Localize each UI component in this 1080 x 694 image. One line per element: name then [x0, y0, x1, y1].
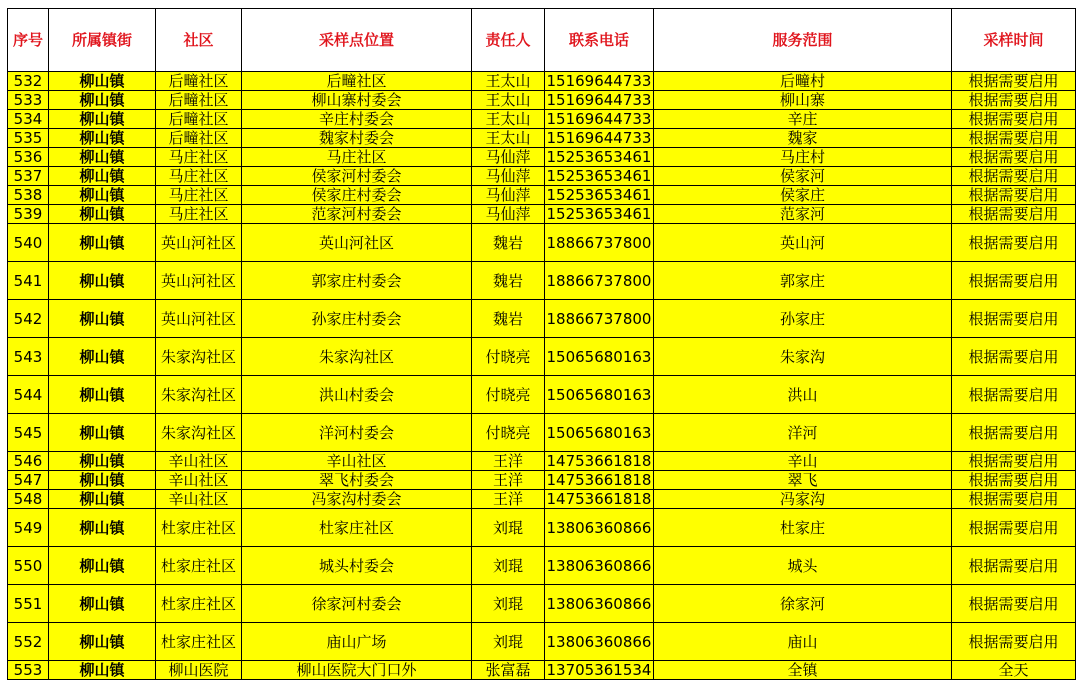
cell-phone: 13806360866 [545, 509, 654, 547]
header-row [8, 9, 1076, 72]
cell-community: 辛山社区 [156, 471, 242, 490]
cell-phone: 15169644733 [545, 91, 654, 110]
cell-person: 马仙萍 [472, 205, 545, 224]
cell-range: 侯家河 [654, 167, 952, 186]
cell-community: 马庄社区 [156, 167, 242, 186]
cell-site: 辛庄村委会 [242, 110, 472, 129]
cell-range: 柳山寨 [654, 91, 952, 110]
cell-seq: 539 [8, 205, 49, 224]
cell-time: 根据需要启用 [952, 186, 1076, 205]
cell-town: 柳山镇 [49, 91, 156, 110]
cell-seq: 533 [8, 91, 49, 110]
header-seq: 序号 [8, 9, 49, 72]
cell-person: 魏岩 [472, 262, 545, 300]
cell-phone: 18866737800 [545, 224, 654, 262]
cell-range: 全镇 [654, 661, 952, 680]
table-body [8, 72, 1076, 680]
cell-time: 根据需要启用 [952, 110, 1076, 129]
cell-seq: 547 [8, 471, 49, 490]
sampling-sites-table [7, 8, 1076, 680]
cell-town: 柳山镇 [49, 376, 156, 414]
cell-range: 孙家庄 [654, 300, 952, 338]
cell-person: 王太山 [472, 72, 545, 91]
cell-town: 柳山镇 [49, 452, 156, 471]
header-community: 社区 [156, 9, 242, 72]
cell-range: 郭家庄 [654, 262, 952, 300]
cell-community: 朱家沟社区 [156, 338, 242, 376]
table-row [8, 490, 1076, 509]
cell-person: 刘琨 [472, 623, 545, 661]
cell-seq: 537 [8, 167, 49, 186]
cell-range: 庙山 [654, 623, 952, 661]
header-phone: 联系电话 [545, 9, 654, 72]
cell-person: 付晓亮 [472, 376, 545, 414]
cell-site: 柳山寨村委会 [242, 91, 472, 110]
header-person: 责任人 [472, 9, 545, 72]
cell-range: 城头 [654, 547, 952, 585]
cell-range: 冯家沟 [654, 490, 952, 509]
cell-seq: 540 [8, 224, 49, 262]
cell-phone: 13806360866 [545, 585, 654, 623]
cell-time: 根据需要启用 [952, 585, 1076, 623]
cell-community: 柳山医院 [156, 661, 242, 680]
cell-time: 根据需要启用 [952, 623, 1076, 661]
cell-site: 洋河村委会 [242, 414, 472, 452]
cell-seq: 542 [8, 300, 49, 338]
cell-site: 杜家庄社区 [242, 509, 472, 547]
table-row [8, 547, 1076, 585]
cell-town: 柳山镇 [49, 129, 156, 148]
cell-community: 杜家庄社区 [156, 623, 242, 661]
cell-person: 魏岩 [472, 300, 545, 338]
cell-person: 刘琨 [472, 585, 545, 623]
cell-town: 柳山镇 [49, 148, 156, 167]
cell-town: 柳山镇 [49, 205, 156, 224]
table-row [8, 129, 1076, 148]
cell-seq: 532 [8, 72, 49, 91]
cell-phone: 18866737800 [545, 262, 654, 300]
cell-site: 冯家沟村委会 [242, 490, 472, 509]
cell-person: 马仙萍 [472, 148, 545, 167]
table-row [8, 110, 1076, 129]
cell-community: 马庄社区 [156, 186, 242, 205]
cell-site: 后疃社区 [242, 72, 472, 91]
cell-seq: 550 [8, 547, 49, 585]
cell-person: 张富磊 [472, 661, 545, 680]
cell-town: 柳山镇 [49, 509, 156, 547]
cell-site: 柳山医院大门口外 [242, 661, 472, 680]
cell-community: 马庄社区 [156, 148, 242, 167]
cell-phone: 15169644733 [545, 110, 654, 129]
cell-person: 马仙萍 [472, 186, 545, 205]
cell-person: 付晓亮 [472, 338, 545, 376]
cell-range: 洪山 [654, 376, 952, 414]
cell-phone: 14753661818 [545, 490, 654, 509]
cell-seq: 551 [8, 585, 49, 623]
table-row [8, 338, 1076, 376]
cell-person: 魏岩 [472, 224, 545, 262]
table-row [8, 376, 1076, 414]
cell-time: 根据需要启用 [952, 547, 1076, 585]
cell-phone: 13806360866 [545, 547, 654, 585]
cell-town: 柳山镇 [49, 167, 156, 186]
cell-site: 洪山村委会 [242, 376, 472, 414]
cell-seq: 548 [8, 490, 49, 509]
cell-site: 马庄社区 [242, 148, 472, 167]
cell-range: 马庄村 [654, 148, 952, 167]
cell-phone: 15253653461 [545, 186, 654, 205]
cell-community: 后疃社区 [156, 129, 242, 148]
table-row [8, 509, 1076, 547]
cell-site: 范家河村委会 [242, 205, 472, 224]
cell-seq: 534 [8, 110, 49, 129]
cell-seq: 546 [8, 452, 49, 471]
table-row [8, 623, 1076, 661]
cell-time: 根据需要启用 [952, 414, 1076, 452]
cell-phone: 13705361534 [545, 661, 654, 680]
cell-person: 王洋 [472, 452, 545, 471]
cell-site: 朱家沟社区 [242, 338, 472, 376]
cell-site: 翠飞村委会 [242, 471, 472, 490]
cell-site: 孙家庄村委会 [242, 300, 472, 338]
table-row [8, 148, 1076, 167]
cell-site: 辛山社区 [242, 452, 472, 471]
cell-time: 根据需要启用 [952, 452, 1076, 471]
cell-site: 郭家庄村委会 [242, 262, 472, 300]
cell-time: 根据需要启用 [952, 509, 1076, 547]
cell-time: 根据需要启用 [952, 490, 1076, 509]
cell-phone: 13806360866 [545, 623, 654, 661]
cell-phone: 18866737800 [545, 300, 654, 338]
cell-range: 英山河 [654, 224, 952, 262]
cell-seq: 545 [8, 414, 49, 452]
cell-seq: 538 [8, 186, 49, 205]
cell-person: 付晓亮 [472, 414, 545, 452]
table-row [8, 414, 1076, 452]
cell-range: 朱家沟 [654, 338, 952, 376]
cell-person: 王太山 [472, 129, 545, 148]
table-row [8, 300, 1076, 338]
cell-time: 根据需要启用 [952, 129, 1076, 148]
cell-town: 柳山镇 [49, 110, 156, 129]
cell-phone: 15169644733 [545, 72, 654, 91]
cell-town: 柳山镇 [49, 338, 156, 376]
cell-range: 徐家河 [654, 585, 952, 623]
cell-community: 辛山社区 [156, 452, 242, 471]
cell-community: 杜家庄社区 [156, 547, 242, 585]
cell-community: 辛山社区 [156, 490, 242, 509]
cell-site: 英山河社区 [242, 224, 472, 262]
cell-time: 根据需要启用 [952, 205, 1076, 224]
cell-town: 柳山镇 [49, 471, 156, 490]
cell-time: 全天 [952, 661, 1076, 680]
cell-community: 后疃社区 [156, 72, 242, 91]
cell-range: 洋河 [654, 414, 952, 452]
cell-community: 朱家沟社区 [156, 376, 242, 414]
table-row [8, 262, 1076, 300]
cell-time: 根据需要启用 [952, 376, 1076, 414]
cell-phone: 15253653461 [545, 205, 654, 224]
cell-seq: 552 [8, 623, 49, 661]
cell-site: 庙山广场 [242, 623, 472, 661]
cell-town: 柳山镇 [49, 224, 156, 262]
cell-person: 王洋 [472, 490, 545, 509]
cell-town: 柳山镇 [49, 547, 156, 585]
cell-range: 侯家庄 [654, 186, 952, 205]
cell-town: 柳山镇 [49, 490, 156, 509]
cell-town: 柳山镇 [49, 186, 156, 205]
cell-phone: 15253653461 [545, 148, 654, 167]
cell-person: 刘琨 [472, 547, 545, 585]
cell-site: 侯家河村委会 [242, 167, 472, 186]
table-row [8, 186, 1076, 205]
cell-time: 根据需要启用 [952, 167, 1076, 186]
cell-range: 杜家庄 [654, 509, 952, 547]
cell-phone: 15169644733 [545, 129, 654, 148]
cell-range: 魏家 [654, 129, 952, 148]
cell-town: 柳山镇 [49, 72, 156, 91]
cell-seq: 549 [8, 509, 49, 547]
table-row [8, 471, 1076, 490]
header-site: 采样点位置 [242, 9, 472, 72]
cell-site: 侯家庄村委会 [242, 186, 472, 205]
cell-community: 英山河社区 [156, 224, 242, 262]
cell-person: 王太山 [472, 91, 545, 110]
cell-community: 英山河社区 [156, 300, 242, 338]
cell-time: 根据需要启用 [952, 91, 1076, 110]
cell-phone: 15065680163 [545, 338, 654, 376]
cell-seq: 544 [8, 376, 49, 414]
cell-seq: 536 [8, 148, 49, 167]
cell-town: 柳山镇 [49, 414, 156, 452]
cell-town: 柳山镇 [49, 300, 156, 338]
cell-phone: 14753661818 [545, 471, 654, 490]
table-row [8, 224, 1076, 262]
cell-person: 马仙萍 [472, 167, 545, 186]
cell-seq: 541 [8, 262, 49, 300]
cell-town: 柳山镇 [49, 585, 156, 623]
cell-seq: 553 [8, 661, 49, 680]
cell-range: 后疃村 [654, 72, 952, 91]
header-time: 采样时间 [952, 9, 1076, 72]
table-row [8, 661, 1076, 680]
cell-community: 朱家沟社区 [156, 414, 242, 452]
cell-community: 后疃社区 [156, 110, 242, 129]
cell-phone: 14753661818 [545, 452, 654, 471]
table-row [8, 167, 1076, 186]
cell-time: 根据需要启用 [952, 224, 1076, 262]
cell-phone: 15065680163 [545, 376, 654, 414]
cell-range: 辛庄 [654, 110, 952, 129]
cell-time: 根据需要启用 [952, 300, 1076, 338]
cell-time: 根据需要启用 [952, 471, 1076, 490]
cell-community: 杜家庄社区 [156, 509, 242, 547]
table-row [8, 452, 1076, 471]
cell-seq: 543 [8, 338, 49, 376]
cell-range: 辛山 [654, 452, 952, 471]
table-row [8, 72, 1076, 91]
cell-time: 根据需要启用 [952, 148, 1076, 167]
cell-town: 柳山镇 [49, 661, 156, 680]
cell-time: 根据需要启用 [952, 262, 1076, 300]
header-range: 服务范围 [654, 9, 952, 72]
cell-town: 柳山镇 [49, 623, 156, 661]
cell-person: 王洋 [472, 471, 545, 490]
cell-community: 马庄社区 [156, 205, 242, 224]
cell-phone: 15065680163 [545, 414, 654, 452]
table-row [8, 91, 1076, 110]
cell-seq: 535 [8, 129, 49, 148]
cell-phone: 15253653461 [545, 167, 654, 186]
cell-site: 城头村委会 [242, 547, 472, 585]
cell-person: 王太山 [472, 110, 545, 129]
cell-community: 杜家庄社区 [156, 585, 242, 623]
table-row [8, 585, 1076, 623]
cell-range: 翠飞 [654, 471, 952, 490]
cell-community: 后疃社区 [156, 91, 242, 110]
cell-time: 根据需要启用 [952, 338, 1076, 376]
cell-person: 刘琨 [472, 509, 545, 547]
cell-time: 根据需要启用 [952, 72, 1076, 91]
cell-community: 英山河社区 [156, 262, 242, 300]
cell-site: 魏家村委会 [242, 129, 472, 148]
header-town: 所属镇街 [49, 9, 156, 72]
table-row [8, 205, 1076, 224]
cell-town: 柳山镇 [49, 262, 156, 300]
cell-range: 范家河 [654, 205, 952, 224]
cell-site: 徐家河村委会 [242, 585, 472, 623]
